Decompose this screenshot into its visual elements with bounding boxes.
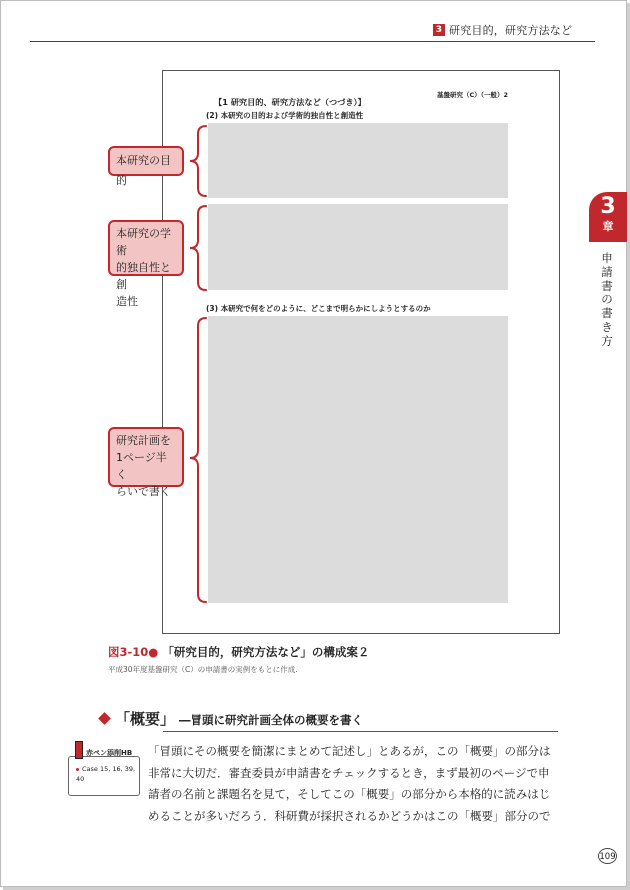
caption-bullet: ● <box>148 645 163 659</box>
section-subtitle: ―冒頭に研究計画全体の概要を書く <box>179 713 364 727</box>
brace-1 <box>190 126 206 196</box>
body-line: 非常に大切だ．審査委員が申請書をチェックするとき，まず最初のページで申 <box>148 765 550 780</box>
page-number: 109 <box>598 848 617 864</box>
red-pen-icon <box>75 741 83 759</box>
callout-plan <box>108 427 184 498</box>
figure-number: 図3-10 <box>108 645 149 659</box>
running-header-title: 研究目的，研究方法など <box>449 24 573 37</box>
section-rule <box>163 731 558 732</box>
form-code: 基盤研究（C）（一般）2 <box>437 91 509 99</box>
bullet-icon <box>76 768 79 771</box>
figure-source: 平成30年度基盤研究（C）の申請書の実例をもとに作成. <box>108 665 298 674</box>
figure-caption-text: 「研究目的，研究方法など」の構成案２ <box>162 645 370 659</box>
callout-purpose <box>108 146 184 187</box>
margin-note-title: 赤ペン添削HB <box>86 749 133 757</box>
diamond-icon <box>98 712 111 725</box>
section-heading <box>100 708 363 729</box>
body-line: めることが多いだろう．科研費が採択されるかどうかはこの「概要」部分ので <box>148 808 551 823</box>
brace-2 <box>190 206 206 290</box>
chapter-title-vertical: 申請書の書き方 <box>601 251 613 348</box>
body-line: 「冒頭にその概要を簡潔にまとめて記述し」とあるが，この「概要」の部分は <box>148 744 551 758</box>
figure-caption <box>108 644 369 660</box>
callout-line: 的独自性と創 <box>116 261 171 291</box>
callout-line: 1ページ半く <box>116 451 167 481</box>
body-text <box>148 741 560 827</box>
callout-line: 本研究の学術 <box>116 227 171 257</box>
chapter-number-badge: 3 <box>433 24 445 36</box>
callout-line: 研究計画を <box>116 434 171 447</box>
chapter-tab-number: 3 <box>600 194 616 219</box>
chapter-tab-label: 章 <box>602 220 614 233</box>
brace-3 <box>190 318 206 602</box>
form-subheading-2: (2) 本研究の目的および学術的独自性と創造性 <box>206 111 364 120</box>
callout-line: らいで書く <box>116 485 171 498</box>
callout-line: 造性 <box>116 295 138 308</box>
callout-line: 本研究の目的 <box>116 154 171 187</box>
callout-originality <box>108 220 184 308</box>
section-title: 「概要」 <box>115 710 176 728</box>
margin-note-cases-wrap <box>76 764 138 784</box>
margin-note-cases: Case 15, 16, 39, 40 <box>76 765 136 783</box>
body-line: 請者の名前と課題名を見て，そしてこの「概要」の部分から本格的に読みはじ <box>148 787 551 801</box>
form-subheading-3: (3) 本研究で何をどのように、どこまで明らかにしようとするのか <box>206 304 431 313</box>
form-heading: 【1 研究目的、研究方法など（つづき）】 <box>214 97 366 107</box>
